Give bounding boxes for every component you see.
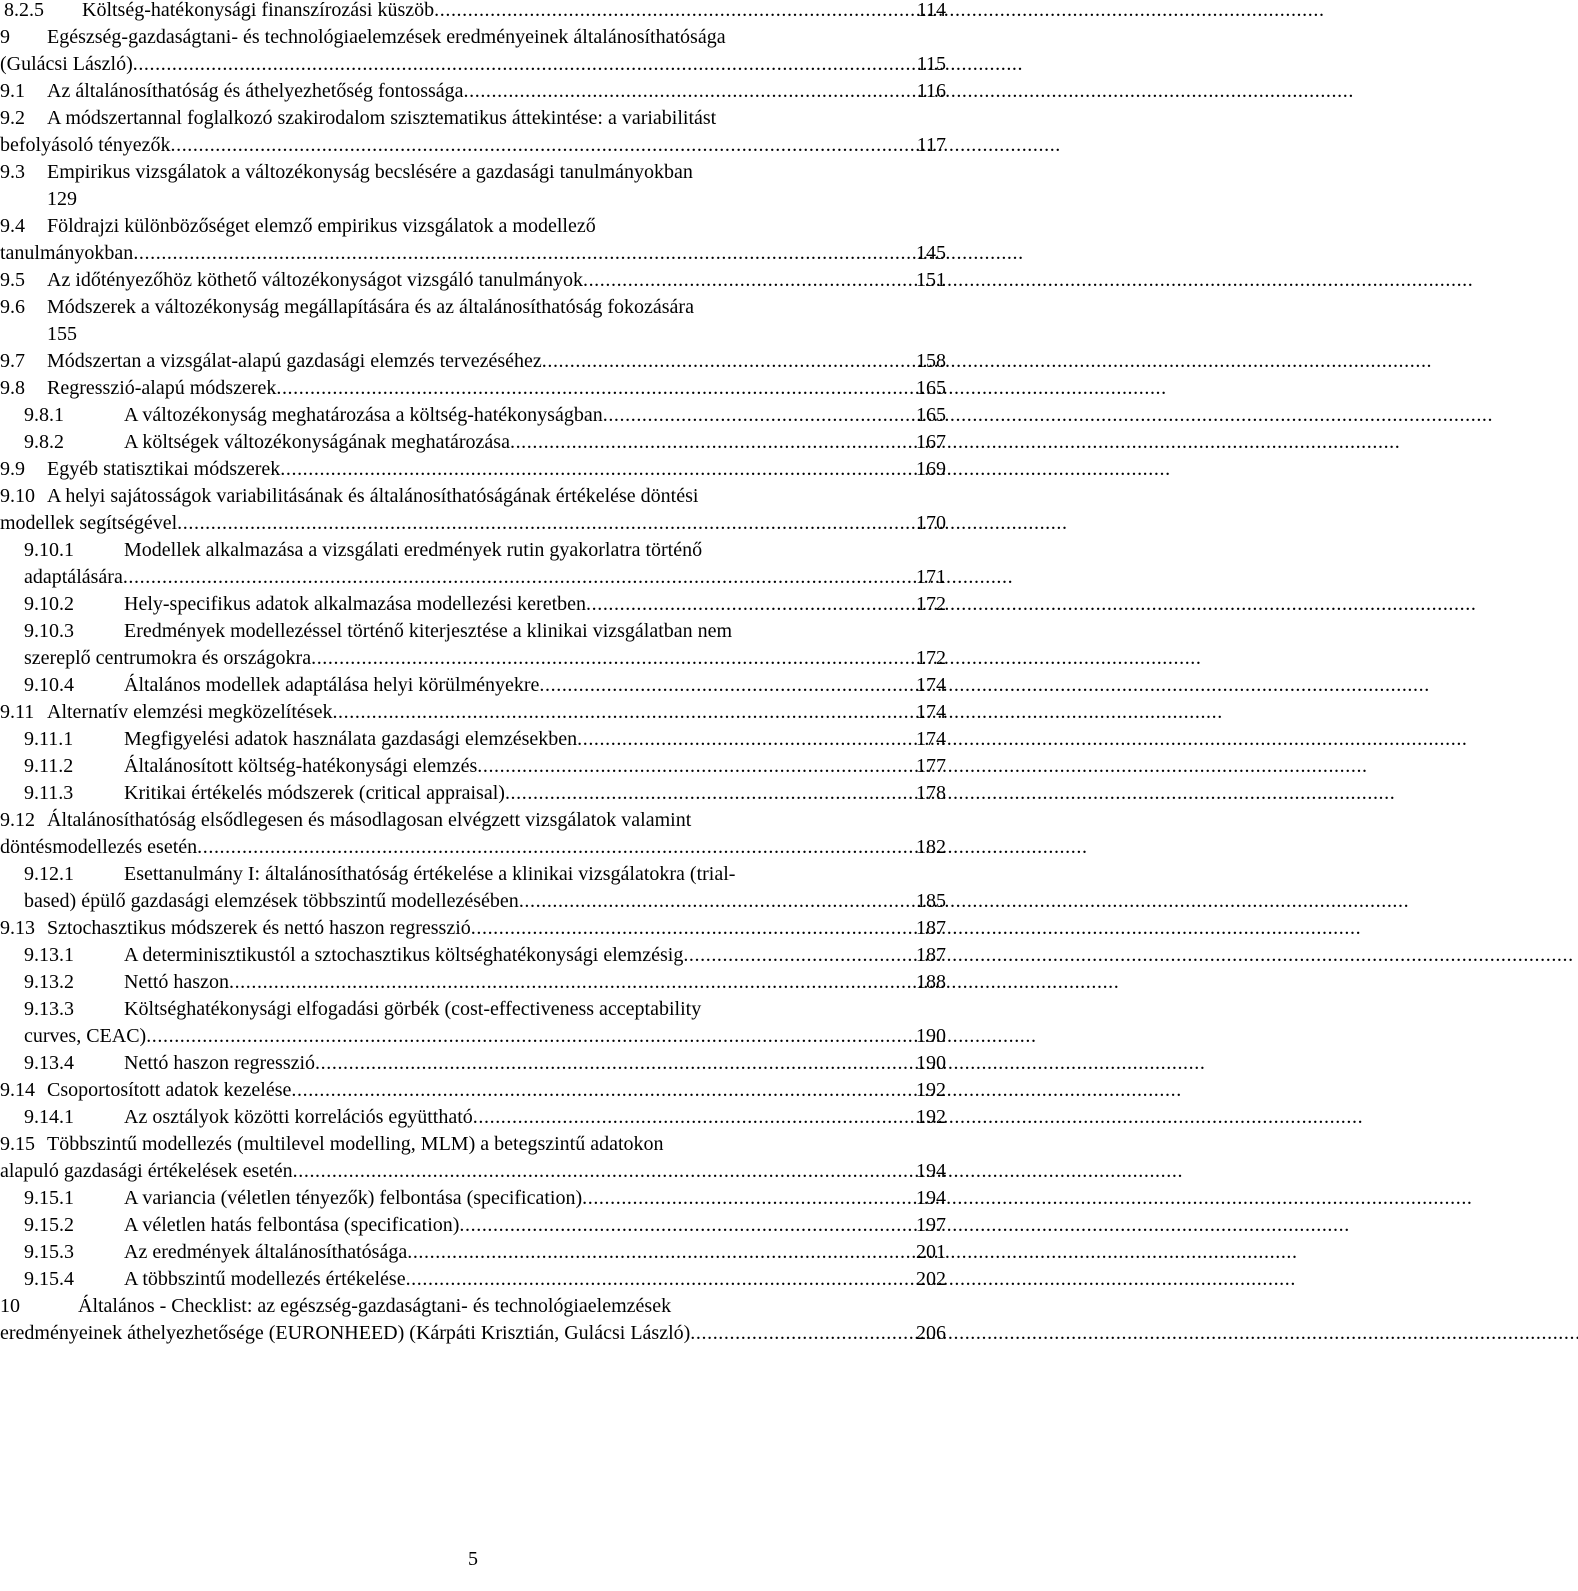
toc-entry-title-continued: (Gulácsi László) bbox=[0, 53, 133, 75]
toc-entry-number: 9.13 bbox=[0, 917, 35, 939]
toc-entry-title: Nettó haszon bbox=[124, 971, 229, 993]
leader-dots bbox=[229, 969, 914, 996]
toc-entry-number: 9.10.3 bbox=[24, 620, 74, 642]
toc-entry-title: Alternatív elemzési megközelítések bbox=[47, 701, 333, 723]
toc-entry-number: 9.10.4 bbox=[24, 674, 74, 696]
toc-entry-page: 155 bbox=[47, 323, 77, 345]
toc-entry-page: 170 bbox=[916, 512, 946, 534]
toc-entry-number: 9.10 bbox=[0, 485, 35, 507]
toc-entry-number: 9.13.3 bbox=[24, 998, 74, 1020]
leader-dots bbox=[291, 1077, 914, 1104]
toc-entry-number: 9.2 bbox=[0, 107, 25, 129]
toc-entry[interactable] bbox=[24, 861, 946, 915]
toc-entry-number: 9.14.1 bbox=[24, 1106, 74, 1128]
toc-entry[interactable] bbox=[0, 105, 946, 159]
toc-entry-page: 190 bbox=[916, 1052, 946, 1074]
leader-dots bbox=[293, 1158, 914, 1185]
toc-entry[interactable] bbox=[0, 699, 946, 726]
toc-entry[interactable] bbox=[0, 213, 946, 267]
toc-entry-number: 9.13.1 bbox=[24, 944, 74, 966]
toc-entry-page: 197 bbox=[916, 1214, 946, 1236]
toc-entry-page: 145 bbox=[916, 242, 946, 264]
toc-entry[interactable] bbox=[4, 0, 946, 24]
leader-dots bbox=[586, 591, 914, 618]
toc-entry-title: Eredmények modellezéssel történő kiterjesztése a klinikai vizsgálatban nem bbox=[124, 620, 733, 642]
toc-entry-page: 192 bbox=[916, 1079, 946, 1101]
toc-entry-number: 8.2.5 bbox=[4, 0, 44, 21]
toc-entry-number: 9.14 bbox=[0, 1079, 35, 1101]
toc-entry-number: 9.12.1 bbox=[24, 863, 74, 885]
toc-entry[interactable] bbox=[0, 348, 946, 375]
leader-dots bbox=[407, 1239, 914, 1266]
toc-entry[interactable] bbox=[24, 969, 946, 996]
toc-entry-page: 174 bbox=[916, 728, 946, 750]
leader-dots bbox=[123, 564, 914, 591]
toc-entry-page: 165 bbox=[916, 404, 946, 426]
toc-entry-page: 174 bbox=[916, 701, 946, 723]
toc-entry-title: Költséghatékonysági elfogadási görbék (cost-effectiveness acceptability bbox=[124, 998, 702, 1020]
toc-entry-number: 9.15.4 bbox=[24, 1268, 74, 1290]
toc-entry[interactable] bbox=[0, 159, 946, 213]
toc-entry[interactable] bbox=[0, 1077, 946, 1104]
leader-dots bbox=[177, 510, 914, 537]
toc-entry-page: 178 bbox=[916, 782, 946, 804]
leader-dots bbox=[577, 726, 914, 753]
toc-entry-page: 177 bbox=[916, 755, 946, 777]
toc-entry-title: Kritikai értékelés módszerek (critical appraisal) bbox=[124, 782, 505, 804]
toc-entry-title: A variancia (véletlen tényezők) felbontása (specification) bbox=[124, 1187, 583, 1209]
toc-entry[interactable] bbox=[0, 1293, 946, 1347]
leader-dots bbox=[406, 1266, 914, 1293]
toc-entry-number: 9.11.1 bbox=[24, 728, 74, 750]
toc-entry[interactable] bbox=[0, 1131, 946, 1185]
toc-entry[interactable] bbox=[24, 1239, 946, 1266]
toc-entry-title: Többszintű modellezés (multilevel modelling, MLM) a betegszintű adatokon bbox=[47, 1133, 664, 1155]
page-number: 5 bbox=[468, 1548, 478, 1570]
leader-dots bbox=[459, 1212, 914, 1239]
toc-entry-page: 171 bbox=[916, 566, 946, 588]
toc-entry-title: A determinisztikustól a sztochasztikus költséghatékonysági elemzésig bbox=[124, 944, 684, 966]
leader-dots bbox=[171, 132, 915, 159]
leader-dots bbox=[315, 1050, 914, 1077]
toc-entry[interactable] bbox=[24, 537, 946, 591]
toc-entry-title: Az időtényezőhöz köthető változékonyságot vizsgáló tanulmányok bbox=[47, 269, 583, 291]
toc-entry-title: Egészség-gazdaságtani- és technológiaelemzések eredményeinek általánosíthatósága bbox=[47, 26, 726, 48]
toc-entry-number: 9.8.1 bbox=[24, 404, 64, 426]
toc-entry-page: 192 bbox=[916, 1106, 946, 1128]
toc-entry-number: 9.11.2 bbox=[24, 755, 74, 777]
toc-entry-page: 174 bbox=[916, 674, 946, 696]
toc-entry[interactable] bbox=[24, 1050, 946, 1077]
toc-entry-number: 9.15.3 bbox=[24, 1241, 74, 1263]
toc-entry-page: 117 bbox=[916, 134, 946, 156]
toc-entry[interactable] bbox=[0, 78, 946, 105]
toc-entry-title-continued: based) épülő gazdasági elemzések többszintű modellezésében bbox=[24, 890, 519, 912]
toc-entry-page: 206 bbox=[916, 1322, 946, 1344]
toc-entry-title-continued: döntésmodellezés esetén bbox=[0, 836, 198, 858]
toc-entry-number: 10 bbox=[0, 1295, 20, 1317]
toc-entry[interactable] bbox=[0, 807, 946, 861]
toc-entry[interactable] bbox=[24, 591, 946, 618]
toc-entry-number: 9.4 bbox=[0, 215, 25, 237]
toc-entry-title-continued: befolyásoló tényezők bbox=[0, 134, 171, 156]
toc-entry-title: Csoportosított adatok kezelése bbox=[47, 1079, 292, 1101]
toc-entry-title: Az általánosíthatóság és áthelyezhetőség fontossága bbox=[47, 80, 464, 102]
toc-entry-number: 9.8.2 bbox=[24, 431, 64, 453]
toc-entry-title: Az eredmények általánosíthatósága bbox=[124, 1241, 408, 1263]
toc-entry-title: Általánosított költség-hatékonysági elemzés bbox=[124, 755, 478, 777]
toc-entry[interactable] bbox=[24, 1185, 946, 1212]
toc-entry-number: 9.13.4 bbox=[24, 1052, 74, 1074]
toc-entry-title: Esettanulmány I: általánosíthatóság értékelése a klinikai vizsgálatokra (trial- bbox=[124, 863, 736, 885]
toc-entry-page: 116 bbox=[916, 80, 946, 102]
toc-entry[interactable] bbox=[0, 483, 946, 537]
leader-dots bbox=[542, 348, 914, 375]
leader-dots bbox=[197, 834, 914, 861]
toc-entry-title: A költségek változékonyságának meghatározása bbox=[124, 431, 510, 453]
toc-entry-title: Módszertan a vizsgálat-alapú gazdasági elemzés tervezéséhez bbox=[47, 350, 542, 372]
toc-entry-title-continued: eredményeinek áthelyezhetősége (EURONHEED) (Kárpáti Krisztián, Gulácsi László) bbox=[0, 1322, 691, 1344]
toc-entry-title-continued: szereplő centrumokra és országokra bbox=[24, 647, 312, 669]
leader-dots bbox=[473, 1104, 914, 1131]
toc-entry-title: Hely-specifikus adatok alkalmazása modellezési keretben bbox=[124, 593, 587, 615]
toc-entry[interactable] bbox=[24, 672, 946, 699]
toc-entry-page: 151 bbox=[916, 269, 946, 291]
toc-entry[interactable] bbox=[24, 402, 946, 429]
toc-entry-number: 9.5 bbox=[0, 269, 25, 291]
toc-entry-title: Az osztályok közötti korrelációs együttható bbox=[124, 1106, 473, 1128]
toc-entry-page: 187 bbox=[916, 917, 946, 939]
toc-entry[interactable] bbox=[24, 1212, 946, 1239]
toc-entry[interactable] bbox=[24, 1104, 946, 1131]
toc-entry-number: 9.13.2 bbox=[24, 971, 74, 993]
toc-entry-page: 188 bbox=[916, 971, 946, 993]
toc-entry[interactable] bbox=[24, 1266, 946, 1293]
toc-entry[interactable] bbox=[24, 780, 946, 807]
toc-entry-page: 172 bbox=[916, 593, 946, 615]
toc-entry-number: 9.12 bbox=[0, 809, 35, 831]
toc-entry-number: 9.9 bbox=[0, 458, 25, 480]
toc-entry-page: 115 bbox=[916, 53, 946, 75]
leader-dots bbox=[471, 915, 914, 942]
leader-dots bbox=[690, 1320, 914, 1347]
leader-dots bbox=[276, 375, 914, 402]
toc-entry-number: 9 bbox=[0, 26, 10, 48]
toc-entry-title: A változékonyság meghatározása a költség-hatékonyságban bbox=[124, 404, 603, 426]
leader-dots bbox=[583, 267, 914, 294]
toc-entry-title-continued: tanulmányokban bbox=[0, 242, 134, 264]
toc-entry-page: 185 bbox=[916, 890, 946, 912]
toc-entry-page: 165 bbox=[916, 377, 946, 399]
toc-entry-title: A helyi sajátosságok variabilitásának és általánosíthatóságának értékelése döntési bbox=[47, 485, 699, 507]
toc-entry-title: Általános modellek adaptálása helyi körülményekre bbox=[124, 674, 540, 696]
toc-entry-page: 182 bbox=[916, 836, 946, 858]
leader-dots bbox=[539, 672, 914, 699]
toc-entry-number: 9.11.3 bbox=[24, 782, 74, 804]
leader-dots bbox=[311, 645, 914, 672]
toc-entry-page: 172 bbox=[916, 647, 946, 669]
toc-entry-page: 158 bbox=[916, 350, 946, 372]
toc-entry-number: 9.8 bbox=[0, 377, 25, 399]
toc-entry-number: 9.10.2 bbox=[24, 593, 74, 615]
toc-entry-number: 9.6 bbox=[0, 296, 25, 318]
toc-entry[interactable] bbox=[24, 618, 946, 672]
leader-dots bbox=[133, 240, 914, 267]
toc-entry-title: A véletlen hatás felbontása (specification) bbox=[124, 1214, 460, 1236]
toc-entry-title: Modellek alkalmazása a vizsgálati eredmények rutin gyakorlatra történő bbox=[124, 539, 703, 561]
toc-entry[interactable] bbox=[0, 267, 946, 294]
toc-entry-page: 114 bbox=[916, 0, 946, 21]
toc-entry[interactable] bbox=[24, 996, 946, 1050]
leader-dots bbox=[505, 780, 914, 807]
toc-entry[interactable] bbox=[0, 375, 946, 402]
toc-entry-title: Egyéb statisztikai módszerek bbox=[47, 458, 281, 480]
toc-entry-number: 9.15.1 bbox=[24, 1187, 74, 1209]
toc-entry-page: 194 bbox=[916, 1187, 946, 1209]
toc-entry-number: 9.1 bbox=[0, 80, 25, 102]
leader-dots bbox=[332, 699, 914, 726]
toc-entry-title: Földrajzi különbözőséget elemző empirikus vizsgálatok a modellező bbox=[47, 215, 596, 237]
toc-entry-page: 169 bbox=[916, 458, 946, 480]
toc-entry-number: 9.15.2 bbox=[24, 1214, 74, 1236]
toc-entry-number: 9.3 bbox=[0, 161, 25, 183]
toc-entry-title: Módszerek a változékonyság megállapítására és az általánosíthatóság fokozására bbox=[47, 296, 694, 318]
toc-entry[interactable] bbox=[0, 294, 946, 348]
toc-entry[interactable] bbox=[24, 753, 946, 780]
toc-entry[interactable] bbox=[0, 456, 946, 483]
toc-entry-title-continued: curves, CEAC) bbox=[24, 1025, 147, 1047]
toc-entry[interactable] bbox=[0, 915, 946, 942]
toc-entry-page: 167 bbox=[916, 431, 946, 453]
toc-entry-number: 9.15 bbox=[0, 1133, 35, 1155]
toc-entry-title: Általánosíthatóság elsődlegesen és másodlagosan elvégzett vizsgálatok valamint bbox=[47, 809, 692, 831]
leader-dots bbox=[477, 753, 914, 780]
leader-dots bbox=[603, 402, 914, 429]
toc-entry[interactable] bbox=[0, 24, 946, 78]
toc-entry-title-continued: modellek segítségével bbox=[0, 512, 178, 534]
toc-entry[interactable] bbox=[24, 726, 946, 753]
toc-entry-number: 9.11 bbox=[0, 701, 35, 723]
leader-dots bbox=[519, 888, 914, 915]
toc-entry-number: 9.7 bbox=[0, 350, 25, 372]
toc-entry[interactable] bbox=[24, 429, 946, 456]
toc-entry-title: A többszintű modellezés értékelése bbox=[124, 1268, 406, 1290]
leader-dots bbox=[133, 51, 915, 78]
leader-dots bbox=[510, 429, 914, 456]
toc-entry-title: Általános - Checklist: az egészség-gazdaságtani- és technológiaelemzések bbox=[78, 1295, 672, 1317]
toc-entry-page: 187 bbox=[916, 944, 946, 966]
leader-dots bbox=[582, 1185, 914, 1212]
toc-entry-page: 201 bbox=[916, 1241, 946, 1263]
toc-entry-title: Regresszió-alapú módszerek bbox=[47, 377, 277, 399]
leader-dots bbox=[146, 1023, 914, 1050]
toc-entry-title: A módszertannal foglalkozó szakirodalom szisztematikus áttekintése: a variabilitást bbox=[47, 107, 717, 129]
leader-dots bbox=[683, 942, 914, 969]
toc-entry-title: Megfigyelési adatok használata gazdasági elemzésekben bbox=[124, 728, 578, 750]
toc-entry-title: Költség-hatékonysági finanszírozási küszöb bbox=[82, 0, 435, 21]
toc-entry-title-continued: alapuló gazdasági értékelések esetén bbox=[0, 1160, 293, 1182]
toc-entry-title: Nettó haszon regresszió bbox=[124, 1052, 316, 1074]
toc-entry-page: 190 bbox=[916, 1025, 946, 1047]
leader-dots bbox=[434, 0, 915, 24]
toc-entry-title: Empirikus vizsgálatok a változékonyság becslésére a gazdasági tanulmányokban bbox=[47, 161, 693, 183]
toc-entry-title-continued: adaptálására bbox=[24, 566, 123, 588]
toc-entry[interactable] bbox=[24, 942, 946, 969]
toc-entry-page: 129 bbox=[47, 188, 77, 210]
toc-entry-number: 9.10.1 bbox=[24, 539, 74, 561]
leader-dots bbox=[280, 456, 914, 483]
toc-entry-page: 194 bbox=[916, 1160, 946, 1182]
toc-entry-page: 202 bbox=[916, 1268, 946, 1290]
leader-dots bbox=[464, 78, 915, 105]
toc-entry-title: Sztochasztikus módszerek és nettó haszon regresszió bbox=[47, 917, 471, 939]
